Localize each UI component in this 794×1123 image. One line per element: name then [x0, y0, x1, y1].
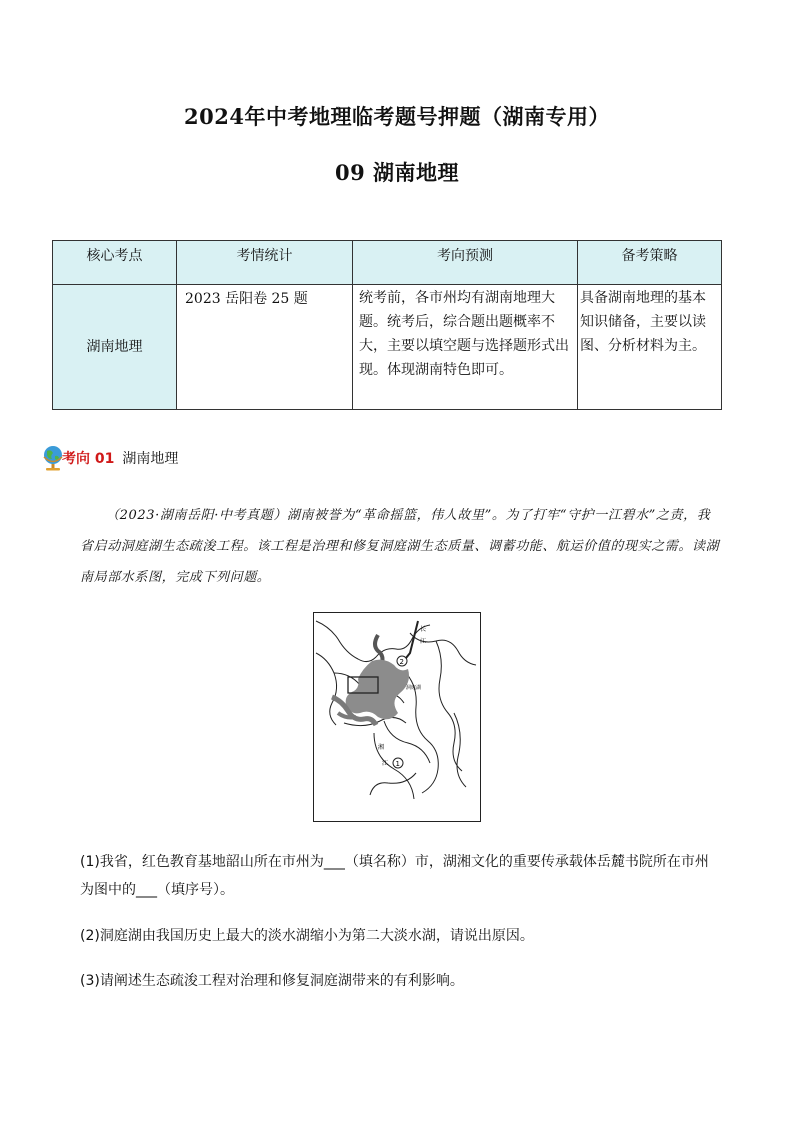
question-passage: [80, 500, 720, 593]
hunan-water-system-map: [313, 612, 481, 822]
cell-prediction: 统考前，各市州均有湖南地理大题。统考后，综合题出题概率不大，主要以填空题与选择题形式出现。体现湖南特色即可。: [353, 285, 578, 410]
cell-strategy: 具备湖南地理的基本知识储备，主要以读图、分析材料为主。: [578, 285, 722, 410]
map-graphic: [314, 613, 480, 821]
map-marker-2: 2: [399, 658, 404, 666]
header-statistics: 考情统计: [177, 241, 353, 285]
map-label-lake: 洞庭湖: [406, 685, 422, 691]
question-1: (1)我省，红色教育基地韶山所在市州为___（填名称）市，湖湘文化的重要传承载体岳麓书院所在市州为图中的___（填序号）。: [80, 854, 709, 898]
header-core-point: 核心考点: [53, 241, 177, 285]
overview-table: [52, 240, 722, 410]
map-label-river-top-b: 江: [420, 638, 427, 645]
section-name: 湖南地理: [122, 451, 179, 467]
section-number: 考向 01: [62, 451, 115, 467]
map-label-river-bottom-b: 江: [382, 760, 389, 767]
cell-core-point: 湖南地理: [53, 285, 177, 410]
table-header-row: [53, 241, 722, 285]
map-marker-1: 1: [395, 760, 400, 768]
question-2: (2)洞庭湖由我国历史上最大的淡水湖缩小为第二大淡水湖，请说出原因。: [80, 928, 534, 944]
document-subtitle: 09 湖南地理: [334, 160, 460, 185]
map-label-river-top-a: 长: [420, 626, 427, 633]
header-prediction: 考向预测: [353, 241, 578, 285]
cell-statistics: 2023 岳阳卷 25 题: [177, 285, 353, 410]
section-heading: [40, 443, 178, 473]
question-3: (3)请阐述生态疏浚工程对治理和修复洞庭湖带来的有利影响。: [80, 973, 464, 989]
header-strategy: 备考策略: [578, 241, 722, 285]
passage-text: （2023·湖南岳阳·中考真题）湖南被誉为“革命摇篮，伟人故里”。为了打牢“守护一江碧水”之责，我省启动洞庭湖生态疏浚工程。该工程是治理和修复洞庭湖生态质量、调蓄功能、航运价值的现实之需。读湖南局部水系图，完成下列问题。: [80, 508, 720, 585]
document-title: 2024年中考地理临考题号押题（湖南专用）: [184, 104, 610, 129]
table-row: [53, 285, 722, 410]
map-label-river-bottom-a: 湘: [378, 744, 385, 751]
